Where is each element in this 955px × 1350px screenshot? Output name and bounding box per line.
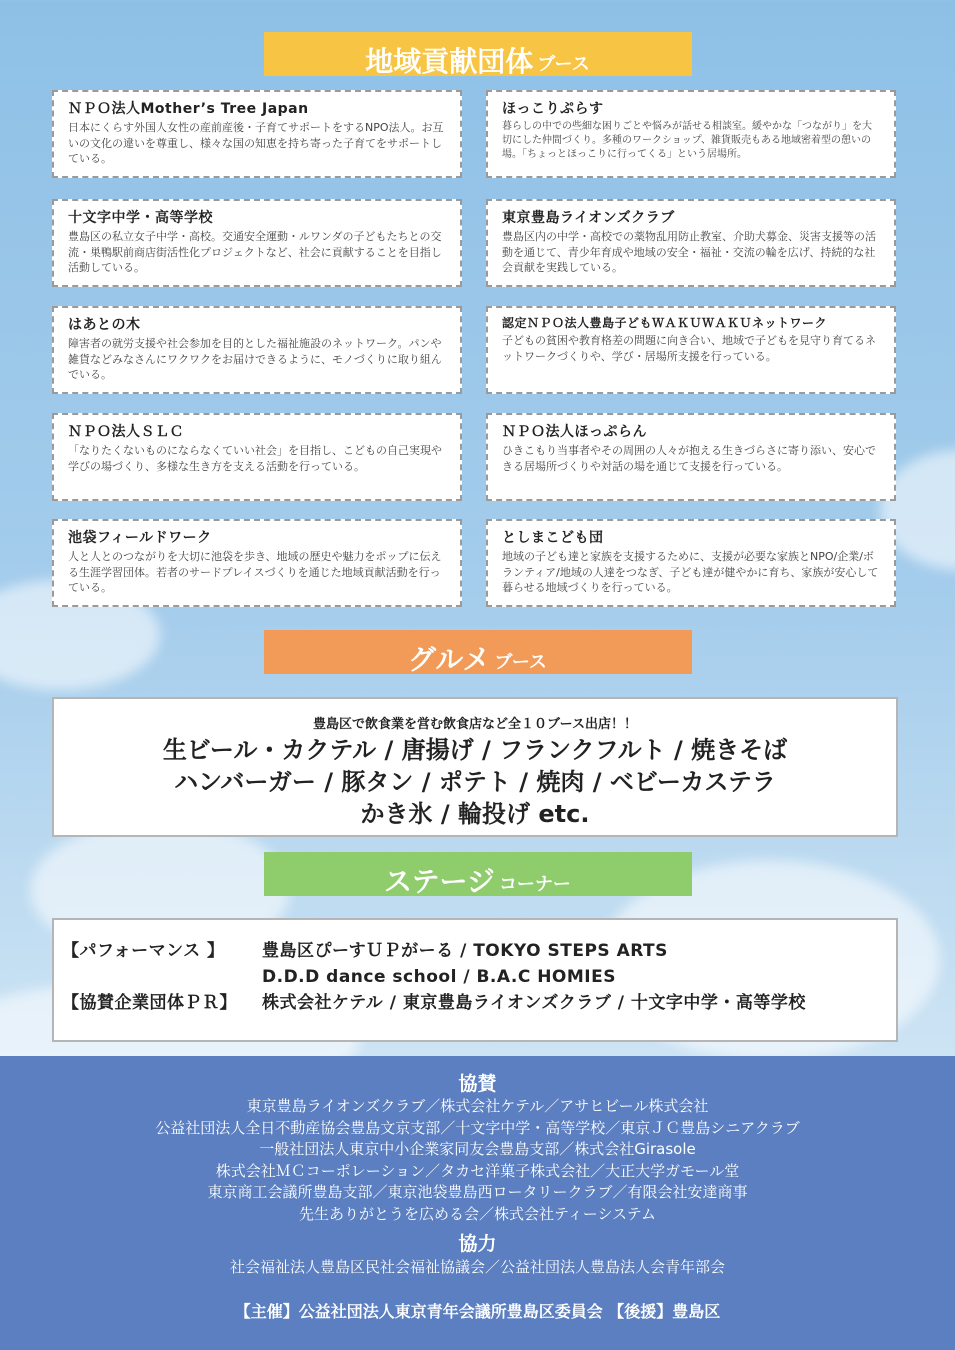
sponsor-line: 東京商工会議所豊島支部／東京池袋豊島西ロータリークラブ／有限会社安達商事 — [207, 1183, 748, 1201]
sponsor-line: 株式会社ＭＣコーポレーション／タカセ洋菓子株式会社／大正大学ガモール堂 — [215, 1161, 740, 1180]
sponsor-line: 東京豊島ライオンズクラブ／株式会社ケテル／アサヒビール株式会社 — [246, 1097, 709, 1115]
sponsor-line: 公益社団法人全日不動産協会豊島文京支部／十文字中学・高等学校／東京ＪＣ豊島シニアクラブ — [155, 1118, 800, 1137]
booth-card-title: ＮＰＯ法人ほっぷらん — [502, 424, 647, 440]
booth-card-title: 認定ＮＰＯ法人豊島子どもＷＡＫＵＷＡＫＵネットワーク — [502, 316, 828, 330]
performance-line: D.D.D dance school / B.A.C HOMIES — [262, 967, 616, 987]
stage-performance-row — [62, 964, 896, 990]
booth-card-desc: 地域の子ども達と家族を支援するために、支援が必要な家族とNPO/企業/ボランティア/地域の人達をつなぎ、子ども達が健やかに育ち、家族が安心して暮らせる地域づくりを行っている。 — [502, 550, 879, 594]
community-section-header — [264, 32, 692, 76]
gourmet-menu-line: 生ビール・カクテル / 唐揚げ / フランクフルト / 焼きそば — [162, 736, 788, 764]
booth-card-desc: ひきこもり当事者やその周囲の人々が抱える生きづらさに寄り添い、安心できる居場所づくりや対話の場を通じて支援を行っている。 — [502, 444, 876, 473]
booth-card-desc: 人と人とのつながりを大切に池袋を歩き、地域の歴史や魅力をポップに伝える生涯学習団体。若者のサードプレイスづくりを通じた地域貢献活動を行っている。 — [68, 550, 442, 594]
sponsor-line: 一般社団法人東京中小企業家同友会豊島支部／株式会社Girasole — [259, 1140, 696, 1158]
booth-card — [486, 413, 896, 501]
booth-card-desc: 「なりたくないものにならなくていい社会」を目指し、こどもの自己実現や学びの場づくり、多様な生き方を支える活動を行っている。 — [68, 444, 442, 473]
booth-card-title: ＮＰＯ法人ＳＬＣ — [68, 424, 184, 440]
performance-label: 【パフォーマンス 】 — [62, 941, 225, 961]
performance-line: 豊島区ぴーすＵＰがーる / TOKYO STEPS ARTS — [262, 941, 668, 961]
booth-card-desc: 豊島区内の中学・高校での薬物乱用防止教室、介助犬募金、災害支援等の活動を通じて、青少年育成や地域の安全・福祉・交流の輪を広げ、持続的な社会貢献を実践している。 — [502, 230, 876, 274]
booth-card-desc: 子どもの貧困や教育格差の問題に向き合い、地域で子どもを見守り育てるネットワークづくりや、学び・居場所支援を行っている。 — [502, 334, 876, 363]
stage-section-header — [264, 852, 692, 896]
booth-card-title: 東京豊島ライオンズクラブ — [502, 210, 675, 226]
booth-card-title: としまこども団 — [502, 530, 604, 546]
booth-card-desc: 暮らしの中での些細な困りごとや悩みが話せる相談室。緩やかな「つながり」を大切にした仲間づくり。多種のワークショップ、雑貨販売もある地域密着型の憩いの場。「ちょっとほっこりに行ってくる」という居場所。 — [502, 121, 872, 160]
booth-card — [486, 199, 896, 287]
booth-card-desc: 障害者の就労支援や社会参加を目的とした福祉施設のネットワーク。パンや雑貨などみなさんにワクワクをお届けできるように、モノづくりに取り組んでいる。 — [68, 337, 442, 381]
sponsor-line: 先生ありがとうを広める会／株式会社ティーシステム — [298, 1204, 656, 1223]
booth-card — [52, 199, 462, 287]
gourmet-section-header — [264, 630, 692, 674]
gourmet-menu-line: かき氷 / 輪投げ etc. — [360, 800, 590, 828]
booth-card-title: 池袋フィールドワーク — [68, 530, 212, 546]
gourmet-title: グルメ — [408, 643, 491, 676]
cooperation-heading: 協力 — [458, 1233, 497, 1255]
booth-card — [52, 413, 462, 501]
cooperation-line: 社会福祉法人豊島区民社会福祉協議会／公益社団法人豊島法人会青年部会 — [229, 1258, 725, 1276]
stage-title: ステージ — [384, 865, 495, 898]
sponsor-line: 株式会社ケテル / 東京豊島ライオンズクラブ / 十文字中学・高等学校 — [262, 993, 806, 1013]
stage-performance-row — [62, 938, 896, 964]
organizer-line: 【主催】公益社団法人東京青年会議所豊島区委員会 【後援】豊島区 — [234, 1301, 721, 1321]
sponsor-label: 【協賛企業団体ＰＲ】 — [62, 993, 237, 1013]
stage-subtitle: コーナー — [498, 874, 571, 895]
gourmet-menu-line: ハンバーガー / 豚タン / ポテト / 焼肉 / ベビーカステラ — [174, 768, 776, 796]
booth-card-title: 十文字中学・高等学校 — [68, 210, 213, 226]
booth-card — [486, 519, 896, 607]
booth-card-desc: 日本にくらす外国人女性の産前産後・子育てサポートをするNPO法人。お互いの文化の違いを尊重し、様々な国の知恵を持ち寄った子育てをサポートしている。 — [68, 121, 444, 165]
booth-card — [52, 519, 462, 607]
booth-card — [486, 90, 896, 178]
community-title: 地域貢献団体 — [365, 45, 534, 78]
booth-card-title: ほっこりぷらす — [502, 101, 604, 117]
booth-card — [486, 306, 896, 394]
booth-card — [52, 306, 462, 394]
footer-credits — [0, 1056, 955, 1350]
booth-card — [52, 90, 462, 178]
booth-card-desc: 豊島区の私立女子中学・高校。交通安全運動・ルワンダの子どもたちとの交流・巣鴨駅前商店街活性化プロジェクトなど、社会に貢献することを目指し活動している。 — [68, 230, 442, 274]
gourmet-box — [52, 697, 898, 837]
gourmet-subtitle: ブース — [494, 652, 547, 673]
booth-card-title: ＮＰＯ法人Mother’s Tree Japan — [68, 101, 309, 117]
gourmet-lead: 豊島区で飲食業を営む飲食店など全１０ブース出店！！ — [313, 717, 637, 732]
stage-sponsor-row — [62, 990, 896, 1016]
sponsors-heading: 協賛 — [458, 1073, 497, 1095]
booth-card-title: はあとの木 — [68, 317, 141, 333]
stage-box — [52, 918, 898, 1042]
community-subtitle: ブース — [537, 54, 590, 75]
